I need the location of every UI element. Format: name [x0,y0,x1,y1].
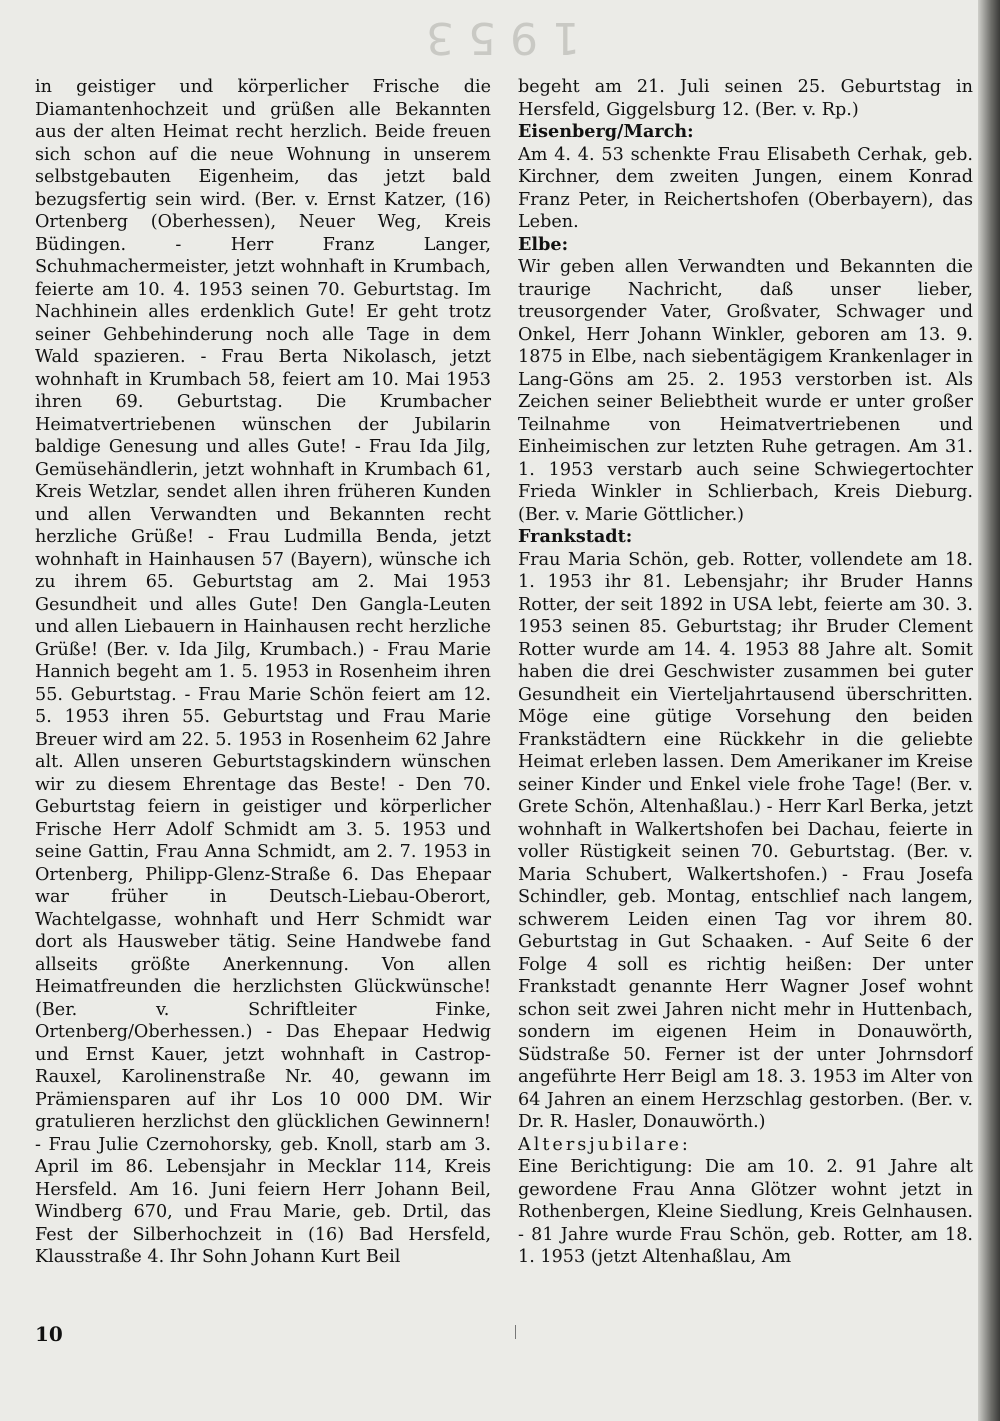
year-stamp: 1953 [412,12,580,63]
section-heading-altersjubilare: Altersjubilare: [518,1134,691,1155]
section-text-frankstadt: Frau Maria Schön, geb. Rotter, vollendete am 18. 1. 1953 ihr 81. Lebensjahr; ihr Bruder Hanns Rotter, der seit 1892 in USA lebt, feierte am 30. 3. 1953 seinen 85. Geburtstag; ihr Bruder Clement Rotter wurde am 14. 4. 1953 88 Jahre alt. Somit haben die drei Geschwister zusammen bei guter Gesundheit ein Vierteljahrtausend überschritten. Möge eine gütige Vorsehung den beiden Frankstädtern eine Rückkehr in die geliebte Heimat erleben lassen. Dem Amerikaner im Kreise seiner Kinder und Enkel viele frohe Tage! (Ber. v. Grete Schön, Altenhaßlau.) - Herr Karl Berka, jetzt wohnhaft in Walkertshofen bei Dachau, feierte in voller Rüstigkeit seinen 70. Geburtstag. (Ber. v. Maria Schubert, Walkertshofen.) - Frau Josefa Schindler, geb. Montag, entschlief nach langem, schwerem Leiden einen Tag vor ihrem 80. Geburtstag in Gut Schaaken. - Auf Seite 6 der Folge 4 soll es richtig heißen: Der unter Frankstadt genannte Herr Wagner Josef wohnt schon seit zwei Jahren nicht mehr in Huttenbach, sondern im eigenen Heim in Donauwörth, Südstraße 50. Ferner ist der unter Johrnsdorf angeführte Herr Beigl am 18. 3. 1953 im Alter von 64 Jahren an einem Herzschlag gestorben. (Ber. v. Dr. R. Hasler, Donauwörth.) [518,549,973,1132]
section-text-elbe: Wir geben allen Verwandten und Bekannten die traurige Nachricht, daß unser lieber, treusorgender Vater, Großvater, Schwager und Onkel, Herr Johann Winkler, geboren am 13. 9. 1875 in Elbe, nach siebentägigem Krankenlager in Lang-Göns am 25. 2. 1953 verstorben ist. Als Zeichen seiner Beliebtheit wurde er unter großer Teilnahme von Heimatvertriebenen und Einheimischen zur letzten Ruhe getragen. Am 31. 1. 1953 verstarb auch seine Schwiegertochter Frieda Winkler in Schlierbach, Kreis Dieburg. (Ber. v. Marie Göttlicher.) [518,257,973,525]
left-column [35,76,491,1269]
right-column-intro: begeht am 21. Juli seinen 25. Geburtstag in Hersfeld, Giggelsburg 12. (Ber. v. Rp.) [518,77,973,120]
section-heading-eisenberg: Eisenberg/March: [518,121,694,142]
page-number: 10 [35,1322,63,1346]
section-text-altersjubilare: Eine Berichtigung: Die am 10. 2. 91 Jahre alt gewordene Frau Anna Glötzer wohnt jetzt in Rothenbergen, Kleine Siedlung, Kreis Gelnhausen. - 81 Jahre wurde Frau Schön, geb. Rotter, am 18. 1. 1953 (jetzt Altenhaßlau, Am [518,1157,973,1267]
left-column-text: in geistiger und körperlicher Frische die Diamantenhochzeit und grüßen alle Bekannten aus der alten Heimat recht herzlich. Beide freuen sich schon auf die neue Wohnung in unserem selbstgebauten Eigenheim, das jetzt bald bezugsfertig sein wird. (Ber. v. Ernst Katzer, (16) Ortenberg (Oberhessen), Neuer Weg, Kreis Büdingen. - Herr Franz Langer, Schuhmachermeister, jetzt wohnhaft in Krumbach, feierte am 10. 4. 1953 seinen 70. Geburtstag. Im Nachhinein alles erdenklich Gute! Er geht trotz seiner Gehbehinderung noch alle Tage in dem Wald spazieren. - Frau Berta Nikolasch, jetzt wohnhaft in Krumbach 58, feiert am 10. Mai 1953 ihren 69. Geburtstag. Die Krumbacher Heimatvertriebenen wünschen der Jubilarin baldige Genesung und alles Gute! - Frau Ida Jilg, Gemüsehändlerin, jetzt wohnhaft in Krumbach 61, Kreis Wetzlar, sendet allen ihren früheren Kunden und allen Verwandten und Bekannten recht herzliche Grüße! - Frau Ludmilla Benda, jetzt wohnhaft in Hainhausen 57 (Bayern), wünsche ich zu ihrem 65. Geburtstag am 2. Mai 1953 Gesundheit und alles Gute! Den Gangla-Leuten und allen Liebauern in Hainhausen recht herzliche Grüße! (Ber. v. Ida Jilg, Krumbach.) - Frau Marie Hannich begeht am 1. 5. 1953 in Rosenheim ihren 55. Geburtstag. - Frau Marie Schön feiert am 12. 5. 1953 ihren 55. Geburtstag und Frau Marie Breuer wird am 22. 5. 1953 in Rosenheim 62 Jahre alt. Allen unseren Geburtstagskindern wünschen wir zu diesem Ehrentage das Beste! - Den 70. Geburtstag feiern in geistiger und körperlicher Frische Herr Adolf Schmidt am 3. 5. 1953 und seine Gattin, Frau Anna Schmidt, am 2. 7. 1953 in Ortenberg, Philipp-Glenz-Straße 6. Das Ehepaar war früher in Deutsch-Liebau-Oberort, Wachtelgasse, wohnhaft und Herr Schmidt war dort als Hausweber tätig. Seine Handwebe fand allseits größte Anerkennung. Von allen Heimatfreunden die herzlichsten Glückwünsche! (Ber. v. Schriftleiter Finke, Ortenberg/Oberhessen.) - Das Ehepaar Hedwig und Ernst Kauer, jetzt wohnhaft in Castrop-Rauxel, Karolinenstraße Nr. 40, gewann im Prämiensparen auf ihr Los 10 000 DM. Wir gratulieren herzlichst den glücklichen Gewinnern! - Frau Julie Czernohorsky, geb. Knoll, starb am 3. April im 86. Lebensjahr in Mecklar 114, Kreis Hersfeld. Am 16. Juni feiern Herr Johann Beil, Windberg 670, und Frau Marie, geb. Drtil, das Fest der Silberhochzeit in (16) Bad Hersfeld, Klausstraße 4. Ihr Sohn Johann Kurt Beil [35,77,491,1267]
center-tick-mark [515,1325,516,1339]
right-column [518,76,973,1269]
page-edge-shadow [978,0,1000,1421]
section-heading-elbe: Elbe: [518,233,569,255]
section-heading-frankstadt: Frankstadt: [518,526,633,547]
section-text-eisenberg: Am 4. 4. 53 schenkte Frau Elisabeth Cerhak, geb. Kirchner, dem zweiten Jungen, einem Konrad Franz Peter, in Reichertshofen (Oberbayern), das Leben. [518,144,973,232]
